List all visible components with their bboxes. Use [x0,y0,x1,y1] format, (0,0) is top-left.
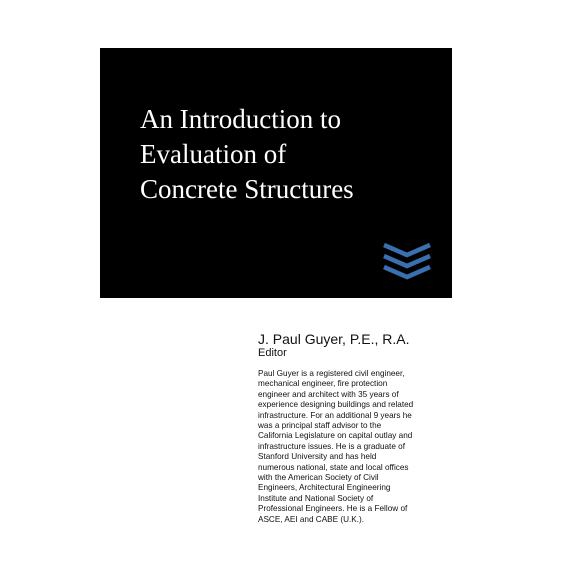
bio-line: was a principal staff advisor to the [258,421,382,431]
bio-line: with the American Society of Civil [258,473,379,483]
bio-line: mechanical engineer, fire protection [258,379,388,389]
bio-line: experience designing buildings and related [258,400,414,410]
bio-line: infrastructure. For an additional 9 years he [258,410,412,420]
book-title-line: Evaluation of [140,139,287,169]
bio-line: Stanford University and has held [258,452,377,462]
author-role: Editor [258,347,287,359]
bio-line: Engineers, Architectural Engineering [258,483,391,493]
book-title-line: An Introduction to [140,104,341,134]
bio-line: Professional Engineers. He is a Fellow of [258,504,408,514]
cover-panel [100,48,452,298]
bio-line: Paul Guyer is a registered civil engineer, [258,369,405,378]
bio-line: engineer and architect with 35 years of [258,389,399,399]
bio-line: Institute and National Society of [258,493,374,503]
bio-line: ASCE, AEI and CABE (U.K.). [258,514,365,524]
book-title [140,102,354,207]
triple-chevron-down-icon [382,242,432,280]
author-name: J. Paul Guyer, P.E., R.A. [258,331,410,347]
book-title-line: Concrete Structures [140,174,354,204]
bio-line: infrastructure issues. He is a graduate of [258,441,405,451]
bio-line: California Legislature on capital outlay and [258,431,413,441]
bio-line: numerous national, state and local offices [258,462,409,472]
author-bio [258,369,448,525]
